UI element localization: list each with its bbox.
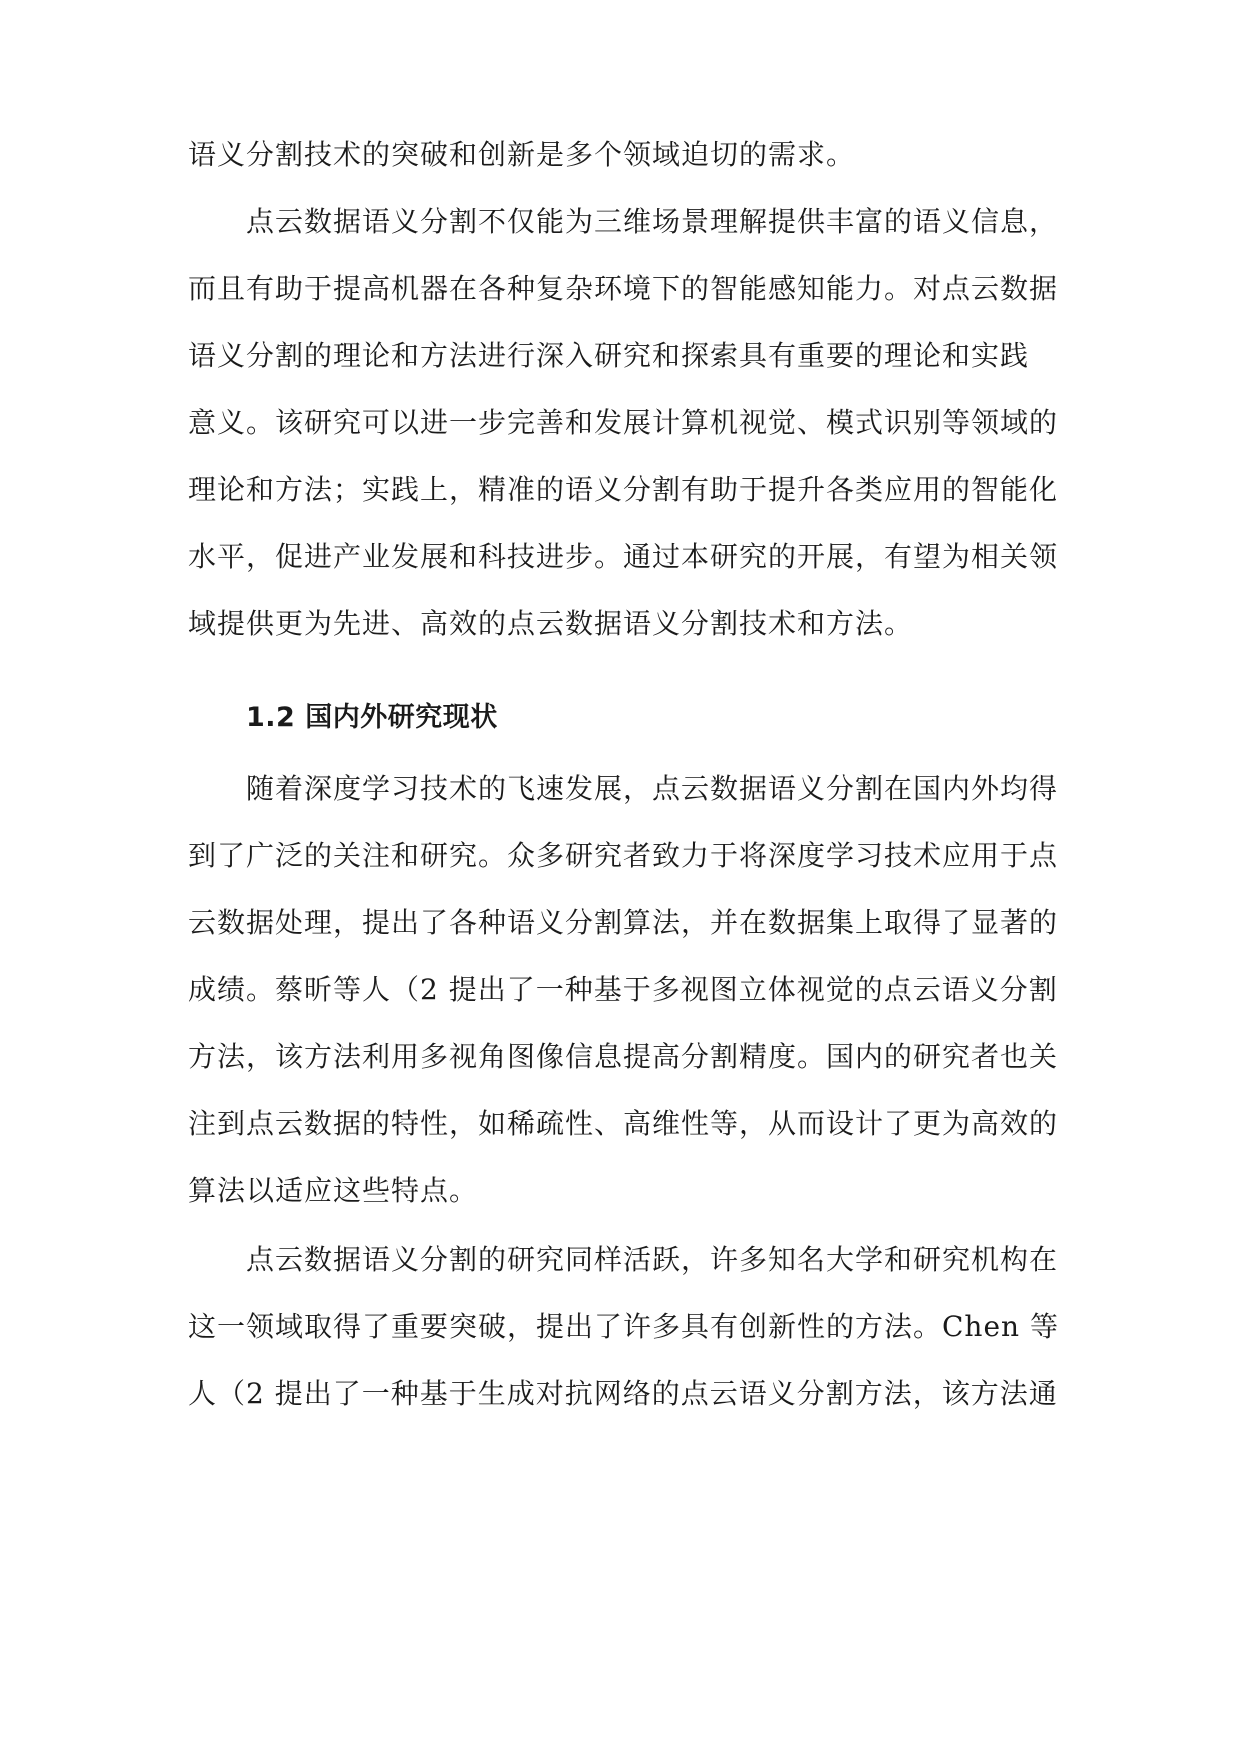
paragraph-line: 理论和方法；实践上，精准的语义分割有助于提升各类应用的智能化 — [188, 473, 1059, 506]
paragraph-line: 算法以适应这些特点。 — [188, 1174, 479, 1207]
paragraph-line: 语义分割技术的突破和创新是多个领域迫切的需求。 — [188, 138, 856, 171]
paragraph-line: 而且有助于提高机器在各种复杂环境下的智能感知能力。对点云数据 — [188, 272, 1059, 305]
paragraph-line: 注到点云数据的特性，如稀疏性、高维性等，从而设计了更为高效的 — [188, 1107, 1059, 1140]
paragraph-line: 这一领域取得了重要突破，提出了许多具有创新性的方法。Chen 等 — [188, 1310, 1059, 1343]
paragraph-line: 意义。该研究可以进一步完善和发展计算机视觉、模式识别等领域的 — [188, 406, 1059, 439]
paragraph-line: 人（2 提出了一种基于生成对抗网络的点云语义分割方法，该方法通 — [188, 1377, 1058, 1410]
paragraph-line: 语义分割的理论和方法进行深入研究和探索具有重要的理论和实践 — [188, 339, 1030, 372]
section-heading: 1.2 国内外研究现状 — [246, 702, 498, 733]
paragraph-line: 成绩。蔡昕等人（2 提出了一种基于多视图立体视觉的点云语义分割 — [188, 973, 1058, 1006]
paragraph-line: 到了广泛的关注和研究。众多研究者致力于将深度学习技术应用于点 — [188, 839, 1059, 872]
paragraph-line: 点云数据语义分割的研究同样活跃，许多知名大学和研究机构在 — [246, 1243, 1059, 1276]
paragraph-line: 水平，促进产业发展和科技进步。通过本研究的开展，有望为相关领 — [188, 540, 1059, 573]
paragraph-line: 域提供更为先进、高效的点云数据语义分割技术和方法。 — [188, 607, 914, 640]
paragraph-line: 云数据处理，提出了各种语义分割算法，并在数据集上取得了显著的 — [188, 906, 1059, 939]
paragraph-line: 点云数据语义分割不仅能为三维场景理解提供丰富的语义信息， — [246, 205, 1059, 238]
paragraph-line: 方法，该方法利用多视角图像信息提高分割精度。国内的研究者也关 — [188, 1040, 1059, 1073]
paragraph-line: 随着深度学习技术的飞速发展，点云数据语义分割在国内外均得 — [246, 772, 1059, 805]
